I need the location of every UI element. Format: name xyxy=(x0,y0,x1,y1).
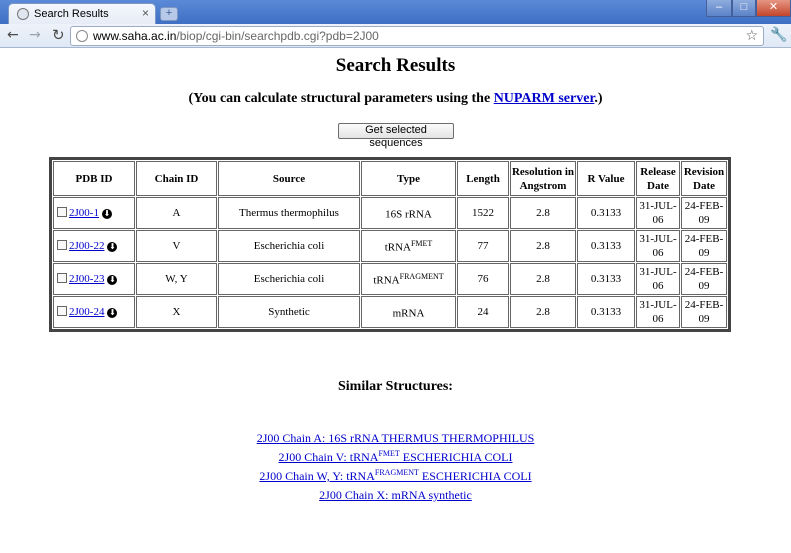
link-text: 2J00 Chain V: tRNA xyxy=(278,450,379,464)
type-text: mRNA xyxy=(392,307,425,320)
type-text: tRNA xyxy=(384,241,411,254)
header-revision-date: Revision Date xyxy=(681,161,727,196)
r-value-cell: 0.3133 xyxy=(577,296,635,328)
url-path: /biop/cgi-bin/searchpdb.cgi?pdb=2J00 xyxy=(176,29,379,43)
r-value-cell: 0.3133 xyxy=(577,263,635,295)
pdb-cell xyxy=(53,230,135,262)
table-row xyxy=(53,197,727,229)
page-icon xyxy=(76,30,88,42)
length-cell: 76 xyxy=(457,263,509,295)
row-checkbox[interactable] xyxy=(57,306,67,316)
back-arrow-icon[interactable]: ← xyxy=(7,27,19,43)
release-date-cell: 31-JUL-06 xyxy=(636,197,680,229)
header-length: Length xyxy=(457,161,509,196)
similar-structures-list xyxy=(0,427,791,503)
chain-id-cell: V xyxy=(136,230,217,262)
length-cell: 24 xyxy=(457,296,509,328)
type-text: 16S rRNA xyxy=(385,208,432,221)
revision-date-cell: 24-FEB-09 xyxy=(681,263,727,295)
type-superscript: FMET xyxy=(410,239,433,249)
header-resolution: Resolution in Angstrom xyxy=(510,161,576,196)
chain-id-cell: X xyxy=(136,296,217,328)
page-content xyxy=(0,49,791,553)
pdb-id-link[interactable]: 2J00-22 xyxy=(69,240,105,252)
chain-id-cell: A xyxy=(136,197,217,229)
header-type: Type xyxy=(361,161,456,196)
r-value-cell: 0.3133 xyxy=(577,230,635,262)
resolution-cell: 2.8 xyxy=(510,197,576,229)
nuparm-server-link[interactable]: NUPARM server xyxy=(493,91,595,106)
revision-date-cell: 24-FEB-09 xyxy=(681,230,727,262)
table-row xyxy=(53,230,727,262)
reload-icon[interactable]: ↻ xyxy=(52,26,65,44)
pdb-id-link[interactable]: 2J00-23 xyxy=(69,273,105,285)
row-checkbox[interactable] xyxy=(57,240,67,250)
table-row xyxy=(53,296,727,328)
header-r-value: R Value xyxy=(577,161,635,196)
header-pdb-id: PDB ID xyxy=(53,161,135,196)
browser-toolbar xyxy=(0,24,791,48)
download-icon[interactable]: ⬇ xyxy=(103,209,111,218)
type-cell xyxy=(361,296,456,328)
tab-title: Search Results xyxy=(34,8,109,20)
similar-structure-link[interactable] xyxy=(0,446,791,465)
url-host: www.saha.ac.in xyxy=(93,29,177,43)
get-selected-sequences-button[interactable]: Get selected sequences xyxy=(338,123,454,139)
link-text: 2J00 Chain X: mRNA synthetic xyxy=(319,488,472,502)
release-date-cell: 31-JUL-06 xyxy=(636,263,680,295)
link-text: 2J00 Chain A: 16S rRNA THERMUS THERMOPHILUS xyxy=(256,431,535,445)
length-cell: 1522 xyxy=(457,197,509,229)
resolution-cell: 2.8 xyxy=(510,263,576,295)
similar-structure-link[interactable] xyxy=(0,465,791,484)
link-superscript: FRAGMENT xyxy=(374,468,419,477)
link-superscript: FMET xyxy=(378,449,400,458)
link-text: 2J00 Chain W, Y: tRNA xyxy=(259,469,375,483)
source-cell: Escherichia coli xyxy=(218,263,360,295)
header-chain-id: Chain ID xyxy=(136,161,217,196)
bookmark-star-icon[interactable]: ☆ xyxy=(745,28,758,44)
length-cell: 77 xyxy=(457,230,509,262)
revision-date-cell: 24-FEB-09 xyxy=(681,197,727,229)
source-cell: Synthetic xyxy=(218,296,360,328)
pdb-id-link[interactable]: 2J00-24 xyxy=(69,306,105,318)
similar-structure-link[interactable] xyxy=(0,427,791,446)
favicon-icon xyxy=(17,8,29,20)
similar-structure-link[interactable] xyxy=(0,484,791,503)
header-release-date: Release Date xyxy=(636,161,680,196)
pdb-id-link[interactable]: 2J00-1 xyxy=(69,207,99,219)
subtitle-suffix: .) xyxy=(594,91,603,106)
wrench-icon[interactable]: 🔧 xyxy=(770,27,788,43)
link-text-suffix: ESCHERICHIA COLI xyxy=(399,450,513,464)
address-bar[interactable] xyxy=(70,26,764,46)
download-icon[interactable]: ⬇ xyxy=(109,275,116,284)
subtitle xyxy=(0,91,791,107)
browser-titlebar xyxy=(0,0,791,24)
new-tab-button[interactable]: + xyxy=(160,7,178,21)
source-cell: Escherichia coli xyxy=(218,230,360,262)
type-cell xyxy=(361,230,456,262)
release-date-cell: 31-JUL-06 xyxy=(636,296,680,328)
header-source: Source xyxy=(218,161,360,196)
resolution-cell: 2.8 xyxy=(510,230,576,262)
table-header-row xyxy=(53,161,727,196)
revision-date-cell: 24-FEB-09 xyxy=(681,296,727,328)
forward-arrow-icon[interactable]: → xyxy=(29,27,41,43)
tab-close-icon[interactable]: × xyxy=(141,6,149,20)
maximize-button[interactable]: □ xyxy=(732,0,756,17)
type-superscript: FRAGMENT xyxy=(399,272,444,282)
pdb-cell xyxy=(53,197,135,229)
row-checkbox[interactable] xyxy=(57,207,67,217)
subtitle-prefix: (You can calculate structural parameters using the xyxy=(188,91,494,106)
r-value-cell: 0.3133 xyxy=(577,197,635,229)
type-cell xyxy=(361,263,456,295)
link-text-suffix: ESCHERICHIA COLI xyxy=(418,469,532,483)
download-icon[interactable]: ⬇ xyxy=(109,242,116,251)
close-window-button[interactable]: ✕ xyxy=(756,0,791,17)
type-cell xyxy=(361,197,456,229)
browser-tab[interactable] xyxy=(8,3,156,24)
results-table xyxy=(49,157,731,332)
chain-id-cell: W, Y xyxy=(136,263,217,295)
pdb-cell xyxy=(53,296,135,328)
similar-structures-heading: Similar Structures: xyxy=(338,379,453,394)
download-icon[interactable]: ⬇ xyxy=(109,308,116,317)
page-title: Search Results xyxy=(335,55,456,76)
minimize-button[interactable]: ‒ xyxy=(706,0,732,17)
pdb-cell xyxy=(53,263,135,295)
url-text[interactable] xyxy=(93,27,379,45)
release-date-cell: 31-JUL-06 xyxy=(636,230,680,262)
source-cell: Thermus thermophilus xyxy=(218,197,360,229)
table-row xyxy=(53,263,727,295)
type-text: tRNA xyxy=(373,274,400,287)
resolution-cell: 2.8 xyxy=(510,296,576,328)
row-checkbox[interactable] xyxy=(57,273,67,283)
